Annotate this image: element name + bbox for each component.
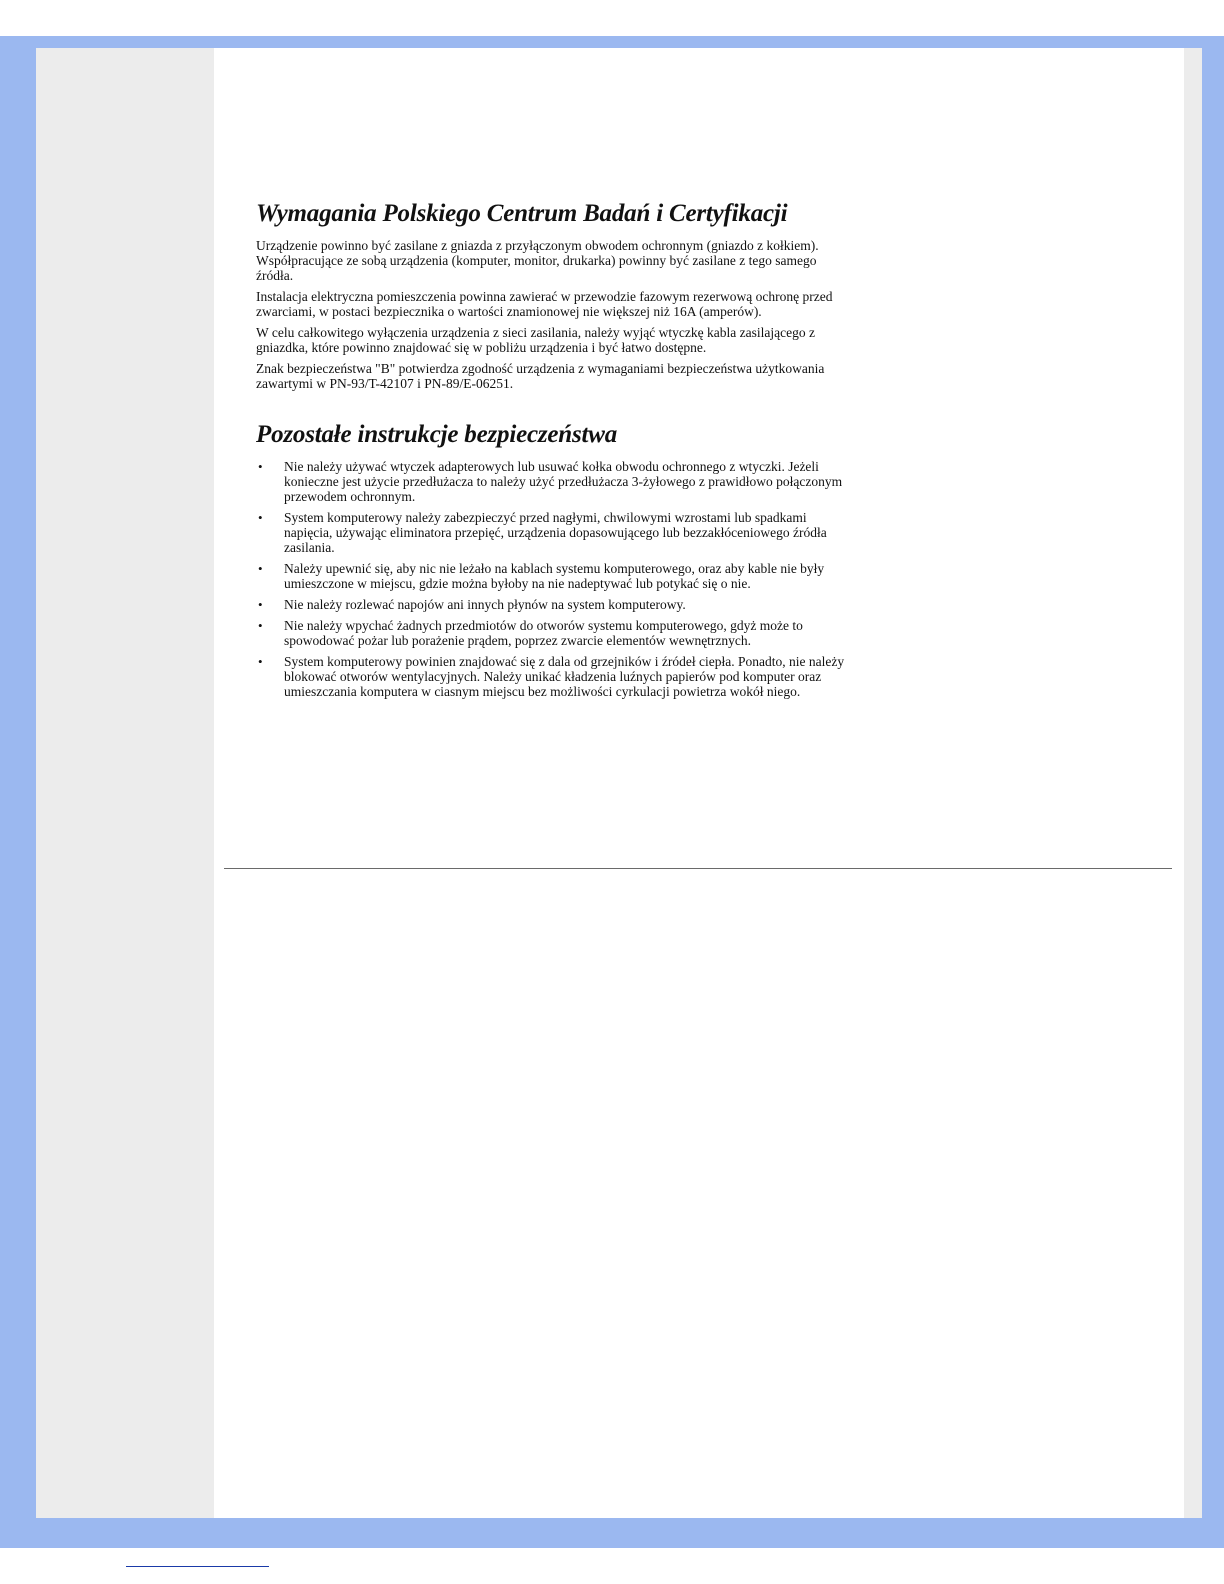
paragraph: W celu całkowitego wyłączenia urządzenia z sieci zasilania, należy wyjąć wtyczkę kabla zasilającego z gniazdka, które powinno znajdować się w pobliżu urządzenia i być łatwo dostępne. (256, 325, 815, 355)
list-item (256, 459, 856, 504)
list-item-text: Nie należy używać wtyczek adapterowych lub usuwać kołka obwodu ochronnego z wtyczki. Jeżeli konieczne jest użycie przedłużacza to należy użyć przedłużacza 3-żyłowego z prawidłowo połączonym przewodem ochronnym. (284, 459, 843, 504)
bullet-icon: • (258, 510, 263, 525)
section-title-other-safety: Pozostałe instrukcje bezpieczeństwa (256, 421, 618, 448)
bullet-icon: • (258, 618, 263, 633)
horizontal-divider (224, 868, 1172, 869)
list-item-text: Nie należy wpychać żadnych przedmiotów do otworów systemu komputerowego, gdyż może to spowodować pożar lub porażenie prądem, poprzez zwarcie elementów wewnętrznych. (284, 618, 803, 648)
list-item (256, 561, 856, 591)
footer-link-underline[interactable] (126, 1566, 269, 1567)
list-item-text: System komputerowy należy zabezpieczyć przed nagłymi, chwilowymi wzrostami lub spadkami napięcia, używając eliminatora przepięć, urządzenia dopasowującego lub bezzakłóceniowego źródła zasilania. (284, 510, 827, 555)
safety-instructions-list (256, 459, 856, 699)
bullet-icon: • (258, 561, 263, 576)
paragraph: Znak bezpieczeństwa "B" potwierdza zgodność urządzenia z wymaganiami bezpieczeństwa użytkowania zawartymi w PN-93/T-42107 i PN-89/E-06251. (256, 361, 825, 391)
bullet-icon: • (258, 459, 263, 474)
paragraph: Urządzenie powinno być zasilane z gniazda z przyłączonym obwodem ochronnym (gniazdo z kołkiem). Współpracujące ze sobą urządzenia (komputer, monitor, drukarka) powinny być zasilane z tego samego źródła. (256, 238, 819, 283)
list-item (256, 618, 856, 648)
list-item-text: System komputerowy powinien znajdować się z dala od grzejników i źródeł ciepła. Ponadto, nie należy blokować otworów wentylacyjnych. Należy unikać kładzenia luźnych papierów pod komputer oraz umieszczania komputera w ciasnym miejscu bez możliwości cyrkulacji powietrza wokół niego. (284, 654, 845, 699)
list-item (256, 510, 856, 555)
right-margin-strip (1184, 48, 1202, 1518)
list-item (256, 597, 856, 612)
bullet-icon: • (258, 597, 263, 612)
article (256, 200, 856, 705)
list-item-text: Nie należy rozlewać napojów ani innych płynów na system komputerowy. (284, 597, 686, 612)
list-item-text: Należy upewnić się, aby nic nie leżało na kablach systemu komputerowego, oraz aby kable nie były umieszczone w miejscu, gdzie można byłoby na nie nadeptywać lub potykać się o nie. (284, 561, 825, 591)
bullet-icon: • (258, 654, 263, 669)
paragraph: Instalacja elektryczna pomieszczenia powinna zawierać w przewodzie fazowym rezerwową ochronę przed zwarciami, w postaci bezpiecznika o wartości znamionowej nie większej niż 16A (amperów). (256, 289, 833, 319)
left-sidebar (36, 48, 214, 1518)
list-item (256, 654, 856, 699)
section-title-pcbc: Wymagania Polskiego Centrum Badań i Certyfikacji (256, 200, 788, 227)
